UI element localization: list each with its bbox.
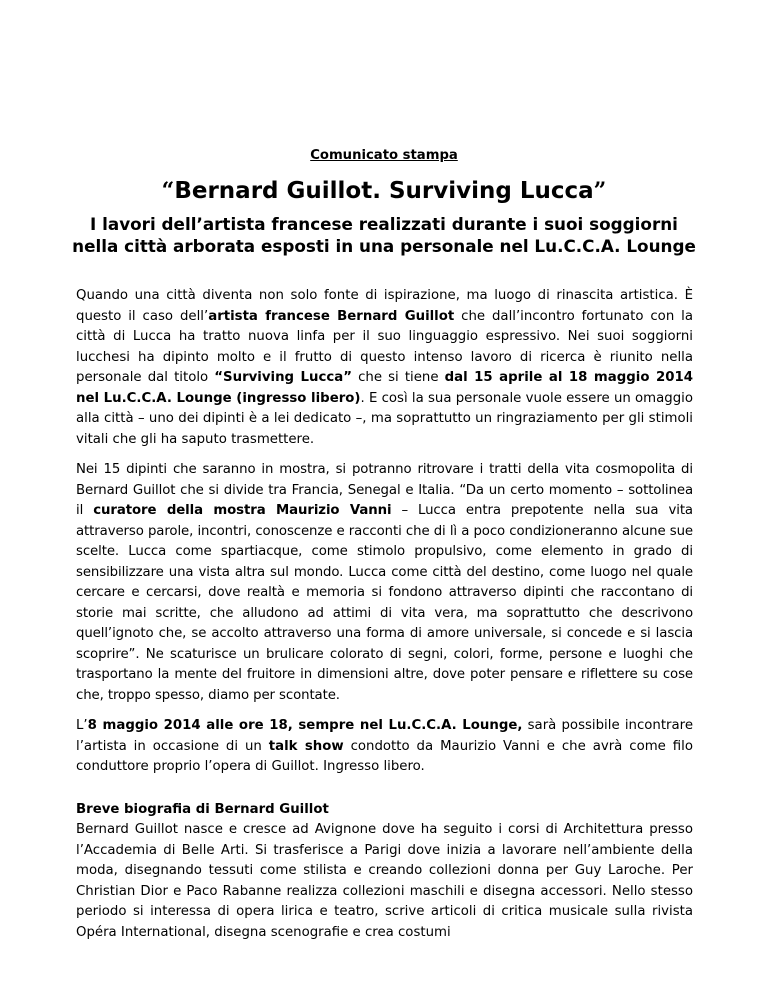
p3-text-2: sarà possibile incontrare l’artista in occasione di un [76,718,693,754]
title-open-quote: “ [161,178,175,204]
p3-bold-date: 8 maggio 2014 alle ore 18, sempre nel Lu.C.C.A. Lounge, [87,718,523,733]
p1-bold-dates-venue: dal 15 aprile al 18 maggio 2014 nel Lu.C.C.A. Lounge (ingresso libero) [76,370,693,406]
p1-bold-exhibition-title: “Surviving Lucca” [214,370,352,385]
biography-heading: Breve biografia di Bernard Guillot [76,802,329,817]
p1-text-2: che dall’incontro fortunato con la città di Lucca ha tratto nuova linfa per il suo linguaggio espressivo. Nei suoi soggiorni lucchesi ha dipinto molto e il frutto di questo intenso lavoro di ricerca è riunito nella personale dal titolo [76,308,693,385]
p1-bold-artist: artista francese Bernard Guillot [208,308,455,324]
document-subtitle [60,213,708,257]
p1-text-1: Quando una città diventa non solo fonte di ispirazione, ma luogo di rinascita artistica. È questo il caso dell’ [76,288,693,324]
subtitle-line-2: nella città arborata esposti in una personale nel Lu.C.C.A. Lounge [72,236,696,256]
p3-text-1: L’ [76,718,88,733]
p1-text-4: . E così la sua personale vuole essere un omaggio alla città – uno dei dipinti è a lei dedicato –, ma soprattutto un ringraziamento per gli stimoli vitali che gli ha saputo trasmettere. [76,390,693,447]
talk-show-paragraph [76,716,693,778]
p2-text-2: – Lucca entra prepotente nella sua vita attraverso parole, incontri, conoscenze e racconti che di lì a poco condizioneranno alcune sue scelte. Lucca come spartiacque, come stimolo propulsivo, come elemento in grado di sensibilizzare una vista altra sul mondo. Lucca come città del destino, come luogo nel quale cercare e cercarsi, dove realtà e memoria si fondono attraverso dipinti che raccontano di storie mai scritte, che alludono ad attimi di vita vera, ma soprattutto che descrivono quell’ignoto che, se accolto attraverso una forma di amore universale, si concede e si lascia scoprire”. Ne scaturisce un brulicare colorato di segni, colori, forme, persone e luoghi che trasportano la mente del fruitore in dimensioni altre, dove poter pensare e riflettere su cose che, troppo spesso, diamo per scontate. [76,503,693,703]
curator-paragraph [76,460,693,706]
intro-paragraph [76,286,693,450]
document-title [0,176,768,206]
biography-paragraph: Bernard Guillot nasce e cresce ad Avignone dove ha seguito i corsi di Architettura presso l’Accademia di Belle Arti. Si trasferisce a Parigi dove inizia a lavorare nell’ambiente della moda, disegnando tessuti come stilista e creando collezioni donna per Guy Laroche. Per Christian Dior e Paco Rabanne realizza collezioni maschili e disegna accessori. Nello stesso periodo si interessa di opera lirica e teatro, scrive articoli di critica musicale sulla rivista Opéra International, disegna scenografie e crea costumi [76,822,693,940]
p2-bold-curator: curatore della mostra Maurizio Vanni [93,503,392,518]
p3-text-3: condotto da Maurizio Vanni e che avrà come filo conduttore proprio l’opera di Guillot. Ingresso libero. [76,738,693,774]
p2-text-1: Nei 15 dipinti che saranno in mostra, si potranno ritrovare i tratti della vita cosmopolita di Bernard Guillot che si divide tra Francia, Senegal e Italia. “Da un certo momento – sottolinea il [76,462,693,518]
p3-bold-talk-show: talk show [268,738,344,754]
title-close-quote: ” [593,178,607,204]
press-release-label: Comunicato stampa [310,148,458,163]
p1-text-3: che si tiene [351,370,445,385]
subtitle-line-1: I lavori dell’artista francese realizzati durante i suoi soggiorni [90,214,678,234]
title-text: Bernard Guillot. Surviving Lucca [174,178,594,204]
